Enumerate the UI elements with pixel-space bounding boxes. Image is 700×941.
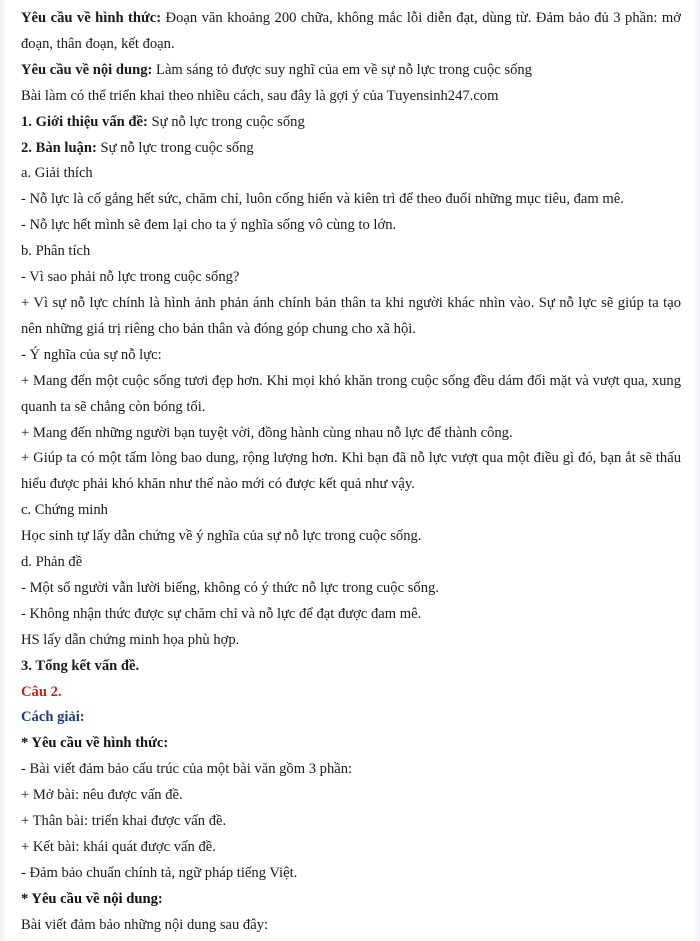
content-requirement-paragraph (21, 58, 681, 84)
body-line: - Không nhận thức được sự chăm chỉ và nỗ lực để đạt được đam mê. (21, 605, 422, 622)
body-line: - Bài viết đảm bảo cấu trúc của một bài văn gồm 3 phần: (21, 761, 353, 778)
suggestion-intro: Bài làm có thể triển khai theo nhiều cách, sau đây là gợi ý của Tuyensinh247.com (21, 87, 499, 104)
form-requirements-heading: * Yêu cầu về hình thức: (21, 735, 169, 752)
section-1-heading (21, 110, 681, 136)
section-1-label: 1. Giới thiệu vấn đề: (21, 113, 148, 130)
section-3-heading: 3. Tổng kết vấn đề. (21, 657, 140, 674)
page-edge-right (693, 0, 700, 941)
subsection-a: a. Giải thích (21, 165, 93, 182)
body-line: - Nỗ lực là cố gắng hết sức, chăm chỉ, luôn cống hiến và kiên trì để theo đuổi những mục tiêu, đam mê. (21, 191, 624, 208)
body-line: + Mở bài: nêu được vấn đề. (21, 787, 183, 804)
section-2-text: Sự nỗ lực trong cuộc sống (96, 139, 254, 156)
body-line: - Nỗ lực hết mình sẽ đem lại cho ta ý nghĩa sống vô cùng to lớn. (21, 217, 397, 234)
subsection-c: c. Chứng minh (21, 502, 108, 519)
body-line: HS lấy dẫn chứng minh họa phù hợp. (21, 631, 240, 648)
content-requirement-text: Làm sáng tỏ được suy nghĩ của em về sự nỗ lực trong cuộc sống (152, 61, 532, 78)
body-line: + Mang đến những người bạn tuyệt vời, đồng hành cùng nhau nỗ lực để thành công. (21, 424, 513, 441)
content-requirement-label: Yêu cầu về nội dung: (21, 61, 153, 78)
content-requirements-heading: * Yêu cầu về nội dung: (21, 890, 163, 907)
subsection-d: d. Phản đề (21, 554, 83, 571)
body-line: - Đảm bảo chuẩn chính tả, ngữ pháp tiếng Việt. (21, 864, 298, 881)
body-paragraph: + Vì sự nỗ lực chính là hình ảnh phản ánh chính bản thân ta khi người khác nhìn vào. Sự nỗ lực sẽ giúp ta tạo nên những giá trị riêng cho bản thân và đóng góp chung cho xã hội. (21, 294, 681, 337)
page-edge-left (0, 0, 7, 941)
subsection-b: b. Phân tích (21, 243, 91, 260)
body-line: Bài viết đảm bảo những nội dung sau đây: (21, 916, 269, 933)
body-line: - Ý nghĩa của sự nỗ lực: (21, 346, 162, 363)
body-paragraph: + Mang đến một cuộc sống tươi đẹp hơn. Khi mọi khó khăn trong cuộc sống đều dám đối mặt và vượt qua, xung quanh ta sẽ chẳng còn bóng tối. (21, 372, 681, 415)
body-line: - Một số người vẫn lười biếng, không có ý thức nỗ lực trong cuộc sống. (21, 579, 439, 596)
body-line: Học sinh tự lấy dẫn chứng về ý nghĩa của sự nỗ lực trong cuộc sống. (21, 528, 422, 545)
solution-heading: Cách giải: (21, 709, 85, 726)
section-1-text: Sự nỗ lực trong cuộc sống (147, 113, 305, 130)
body-paragraph: + Giúp ta có một tấm lòng bao dung, rộng lượng hơn. Khi bạn đã nỗ lực vượt qua một điều gì đó, bạn ắt sẽ thấu hiểu được phải khó khăn như thế nào mới có được kết quả như vậy. (21, 450, 681, 493)
body-line: + Thân bài: triển khai được vấn đề. (21, 813, 227, 830)
section-2-label: 2. Bàn luận: (21, 139, 97, 156)
question-2-heading: Câu 2. (21, 683, 62, 700)
section-2-heading (21, 136, 681, 162)
body-line: + Kết bài: khái quát được vấn đề. (21, 839, 216, 855)
form-requirement-paragraph (21, 6, 681, 58)
form-requirement-label: Yêu cầu về hình thức: (21, 10, 162, 26)
form-requirement-text: Đoạn văn khoảng 200 chữa, không mắc lỗi diễn đạt, dùng từ. Đảm bảo đủ 3 phần: mở đoạn, thân đoạn, kết đoạn. (21, 10, 682, 52)
body-line: - Vì sao phải nỗ lực trong cuộc sống? (21, 269, 240, 286)
document-body (21, 6, 681, 939)
